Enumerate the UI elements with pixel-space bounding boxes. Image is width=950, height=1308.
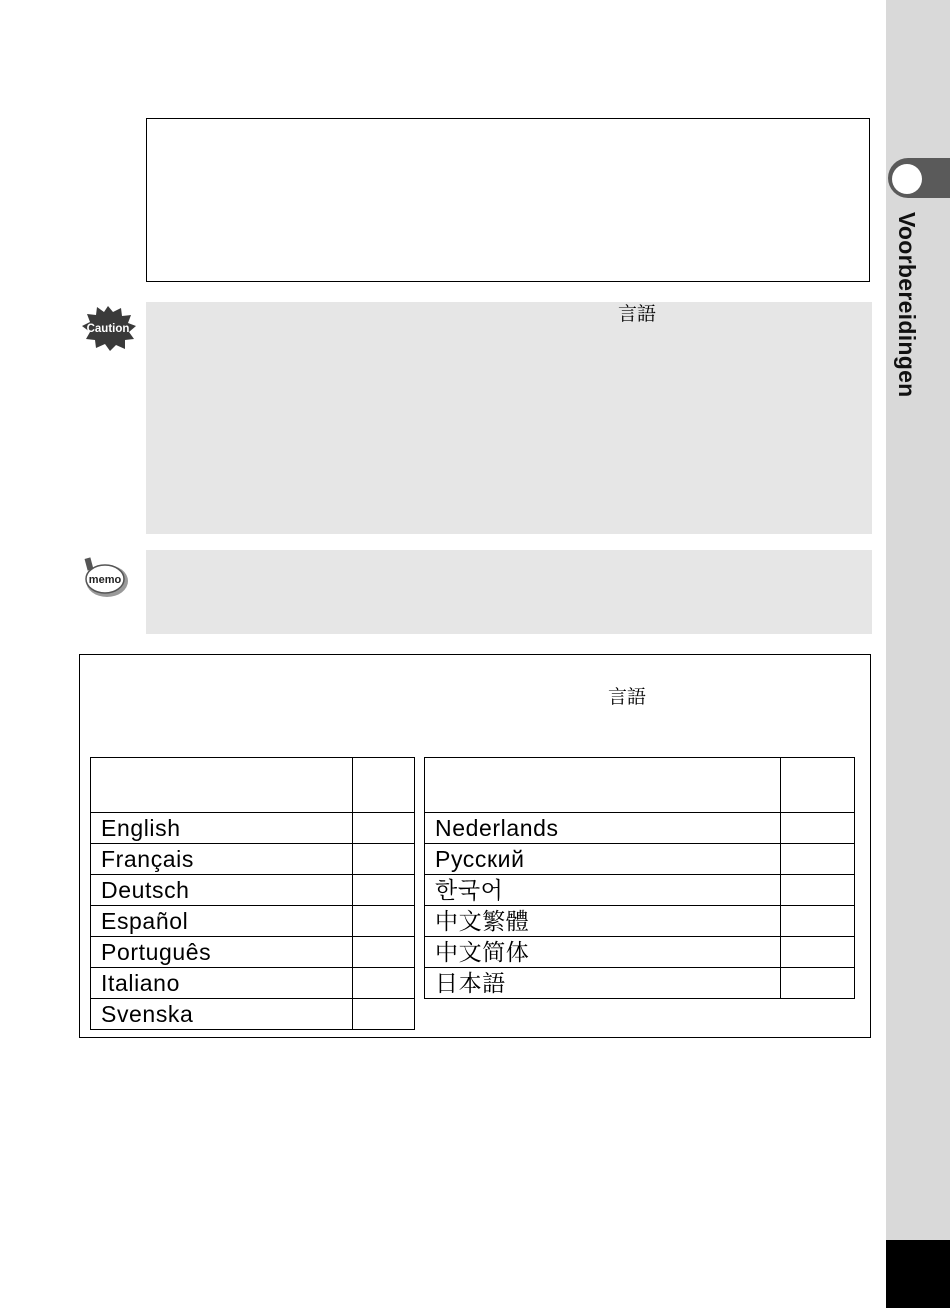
language-name: Français: [91, 844, 353, 875]
language-name: Nederlands: [425, 813, 781, 844]
table-cell: [353, 813, 415, 844]
table-row: [91, 844, 415, 875]
table-header-cell: [91, 758, 353, 813]
language-table-left: [90, 757, 415, 1030]
language-name: 日本語: [425, 968, 781, 999]
table-cell: [353, 875, 415, 906]
language-table-right: [424, 757, 855, 999]
table-cell: [353, 937, 415, 968]
memo-icon: [80, 556, 130, 600]
table-row: [425, 906, 855, 937]
language-name: 中文简体: [425, 937, 781, 968]
table-row: [425, 813, 855, 844]
table-row: [91, 937, 415, 968]
table-cell: [781, 813, 855, 844]
table-row: [91, 968, 415, 999]
table-cell: [781, 906, 855, 937]
table-cell: [353, 844, 415, 875]
language-name: Svenska: [91, 999, 353, 1030]
table-row: [425, 875, 855, 906]
language-name: Português: [91, 937, 353, 968]
caution-icon: [78, 304, 138, 352]
table-header-row: [425, 758, 855, 813]
table-row: [91, 813, 415, 844]
table-cell: [781, 875, 855, 906]
table-row: [425, 968, 855, 999]
table-header-cell: [353, 758, 415, 813]
language-name: 中文繁體: [425, 906, 781, 937]
table-cell: [781, 937, 855, 968]
table-row: [91, 999, 415, 1030]
memo-icon-label: memo: [88, 574, 122, 586]
table-cell: [353, 999, 415, 1030]
table-row: [91, 906, 415, 937]
table-header-row: [91, 758, 415, 813]
table-row: [91, 875, 415, 906]
table-cell: [781, 968, 855, 999]
table-cell: [781, 844, 855, 875]
table-row: [425, 937, 855, 968]
caution-panel: [146, 302, 872, 534]
language-name: Italiano: [91, 968, 353, 999]
language-name: Deutsch: [91, 875, 353, 906]
memo-panel: [146, 550, 872, 634]
language-name: Русский: [425, 844, 781, 875]
page-number-tab: [886, 1240, 950, 1308]
language-name: Español: [91, 906, 353, 937]
caution-icon-label: Caution: [86, 323, 130, 335]
language-panel-glyph: 言語: [608, 687, 647, 708]
table-row: [425, 844, 855, 875]
table-header-cell: [425, 758, 781, 813]
table-cell: [353, 906, 415, 937]
chapter-dot-icon: [892, 164, 922, 194]
info-box: [146, 118, 870, 282]
table-header-cell: [781, 758, 855, 813]
chapter-label: Voorbereidingen: [894, 212, 920, 398]
language-name: 한국어: [425, 875, 781, 906]
language-name: English: [91, 813, 353, 844]
table-cell: [353, 968, 415, 999]
caution-language-glyph: 言語: [618, 304, 657, 325]
